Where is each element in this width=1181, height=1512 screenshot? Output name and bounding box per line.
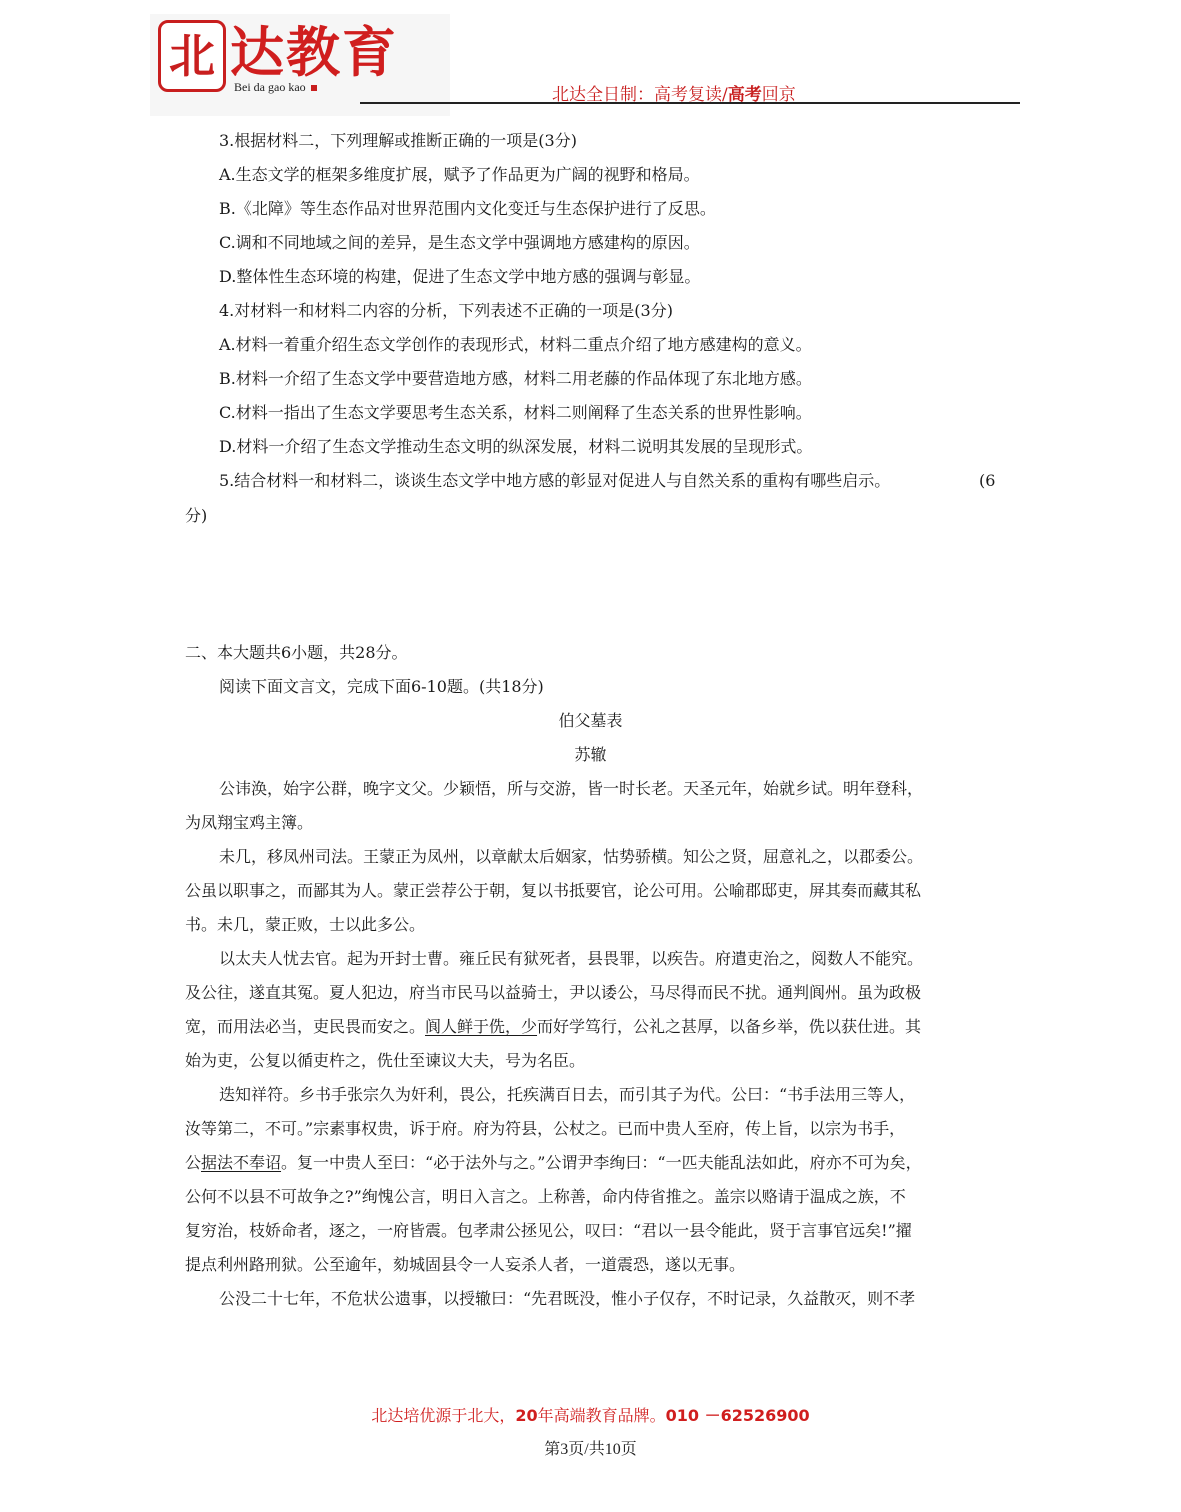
passage-line: 书。未几，蒙正败，士以此多公。 xyxy=(185,915,426,934)
question-4-option-b: B.材料一介绍了生态文学中要营造地方感，材料二用老藤的作品体现了东北地方感。 xyxy=(219,369,812,388)
passage-line: 公没二十七年，不危状公遗事，以授辙曰：“先君既没，惟小子仅存，不时记录，久益散灭，则不孝 xyxy=(219,1289,916,1308)
passage-line: 迭知祥符。乡书手张宗久为奸利，畏公，托疾满百日去，而引其子为代。公曰：“书手法用三等人， xyxy=(219,1085,916,1104)
passage-line: 及公往，遂直其冤。夏人犯边，府当市民马以益骑士，尹以诿公，马尽得而民不扰。通判阆州。虽为政极 xyxy=(185,983,922,1002)
passage-line: 提点利州路刑狱。公至逾年，劾城固县令一人妄杀人者，一道震恐，遂以无事。 xyxy=(185,1255,746,1274)
question-4-option-c: C.材料一指出了生态文学要思考生态关系，材料二则阐释了生态关系的世界性影响。 xyxy=(219,403,812,422)
page-number: 第3页/共10页 xyxy=(544,1441,637,1458)
question-4: 4.对材料一和材料二内容的分析，下列表述不正确的一项是(3分) xyxy=(219,301,673,320)
passage-line: 汝等第二，不可。”宗素事权贵，诉于府。府为符县，公杖之。已而中贵人至府，传上旨，以宗为书手， xyxy=(185,1119,906,1138)
passage-author: 苏辙 xyxy=(574,745,607,764)
passage-line: 公据法不奉诏。复一中贵人至曰：“必于法外与之。”公谓尹李绚曰：“一匹夫能乱法如此，府亦不可为矣， xyxy=(185,1153,922,1172)
passage-line: 以太夫人忧去官。起为开封士曹。雍丘民有狱死者，县畏罪，以疾告。府遣吏治之，阅数人不能究。 xyxy=(219,949,924,968)
passage-line: 未几，移凤州司法。王蒙正为凤州，以章献太后姻家，怙势骄横。知公之贤，屈意礼之，以郡委公。 xyxy=(219,847,924,866)
logo-square-icon xyxy=(311,85,317,91)
question-4-option-d: D.材料一介绍了生态文学推动生态文明的纵深发展，材料二说明其发展的呈现形式。 xyxy=(219,437,813,456)
logo-name: 达教育 xyxy=(230,20,398,84)
question-5-score-unit: 分) xyxy=(185,506,208,525)
passage-line: 公讳涣，始字公群，晚字文父。少颖悟，所与交游，皆一时长老。天圣元年，始就乡试。明年登科， xyxy=(219,779,924,798)
header-slogan: 北达全日制：高考复读/高考回京 xyxy=(552,85,796,105)
passage-line: 复穷治，枝娇命者，逐之，一府皆震。包孝肃公拯见公，叹曰：“君以一县令能此，贤于言事官远矣!”擢 xyxy=(185,1221,912,1240)
passage-line: 宽，而用法必当，吏民畏而安之。阆人鲜于侁，少而好学笃行，公礼之甚厚，以备乡举，侁以获仕进。其 xyxy=(185,1017,922,1036)
question-3-option-d: D.整体性生态环境的构建，促进了生态文学中地方感的强调与彰显。 xyxy=(219,267,701,286)
logo-subtitle: Bei da gao kao xyxy=(234,80,317,95)
question-5-score: (6 xyxy=(979,471,996,490)
question-3-option-a: A.生态文学的框架多维度扩展，赋予了作品更为广阔的视野和格局。 xyxy=(219,165,700,184)
passage-line: 公何不以县不可故争之?”绚愧公言，明日入言之。上称善，命内侍省推之。盖宗以赂请于温成之族，不 xyxy=(185,1187,906,1206)
logo xyxy=(150,14,450,116)
question-3: 3.根据材料二，下列理解或推断正确的一项是(3分) xyxy=(219,131,577,150)
passage-title: 伯父墓表 xyxy=(558,711,623,730)
section-intro: 阅读下面文言文，完成下面6-10题。(共18分) xyxy=(219,677,544,696)
passage-line: 始为吏，公复以循吏杵之，侁仕至谏议大夫，号为名臣。 xyxy=(185,1051,586,1070)
question-4-option-a: A.材料一着重介绍生态文学创作的表现形式，材料二重点介绍了地方感建构的意义。 xyxy=(219,335,812,354)
footer-promo: 北达培优源于北大，20年高端教育品牌。010 －62526900 xyxy=(371,1406,810,1425)
section-heading: 二、本大题共6小题，共28分。 xyxy=(185,643,408,662)
passage-line: 公虽以职事之，而鄙其为人。蒙正尝荐公于朝，复以书抵要官，论公可用。公喻郡邸吏，屏其奏而藏其私 xyxy=(185,881,922,900)
underlined-sentence: 阆人鲜于侁，少 xyxy=(425,1017,538,1036)
question-3-option-b: B.《北障》等生态作品对世界范围内文化变迁与生态保护进行了反思。 xyxy=(219,199,716,218)
question-3-option-c: C.调和不同地域之间的差异，是生态文学中强调地方感建构的原因。 xyxy=(219,233,700,252)
passage-line: 为凤翔宝鸡主簿。 xyxy=(185,813,314,832)
logo-mark: 北 xyxy=(158,20,226,92)
underlined-phrase: 据法不奉诏 xyxy=(201,1153,282,1172)
header-divider xyxy=(360,102,1020,104)
question-5: 5.结合材料一和材料二，谈谈生态文学中地方感的彰显对促进人与自然关系的重构有哪些启示。 xyxy=(219,471,891,490)
